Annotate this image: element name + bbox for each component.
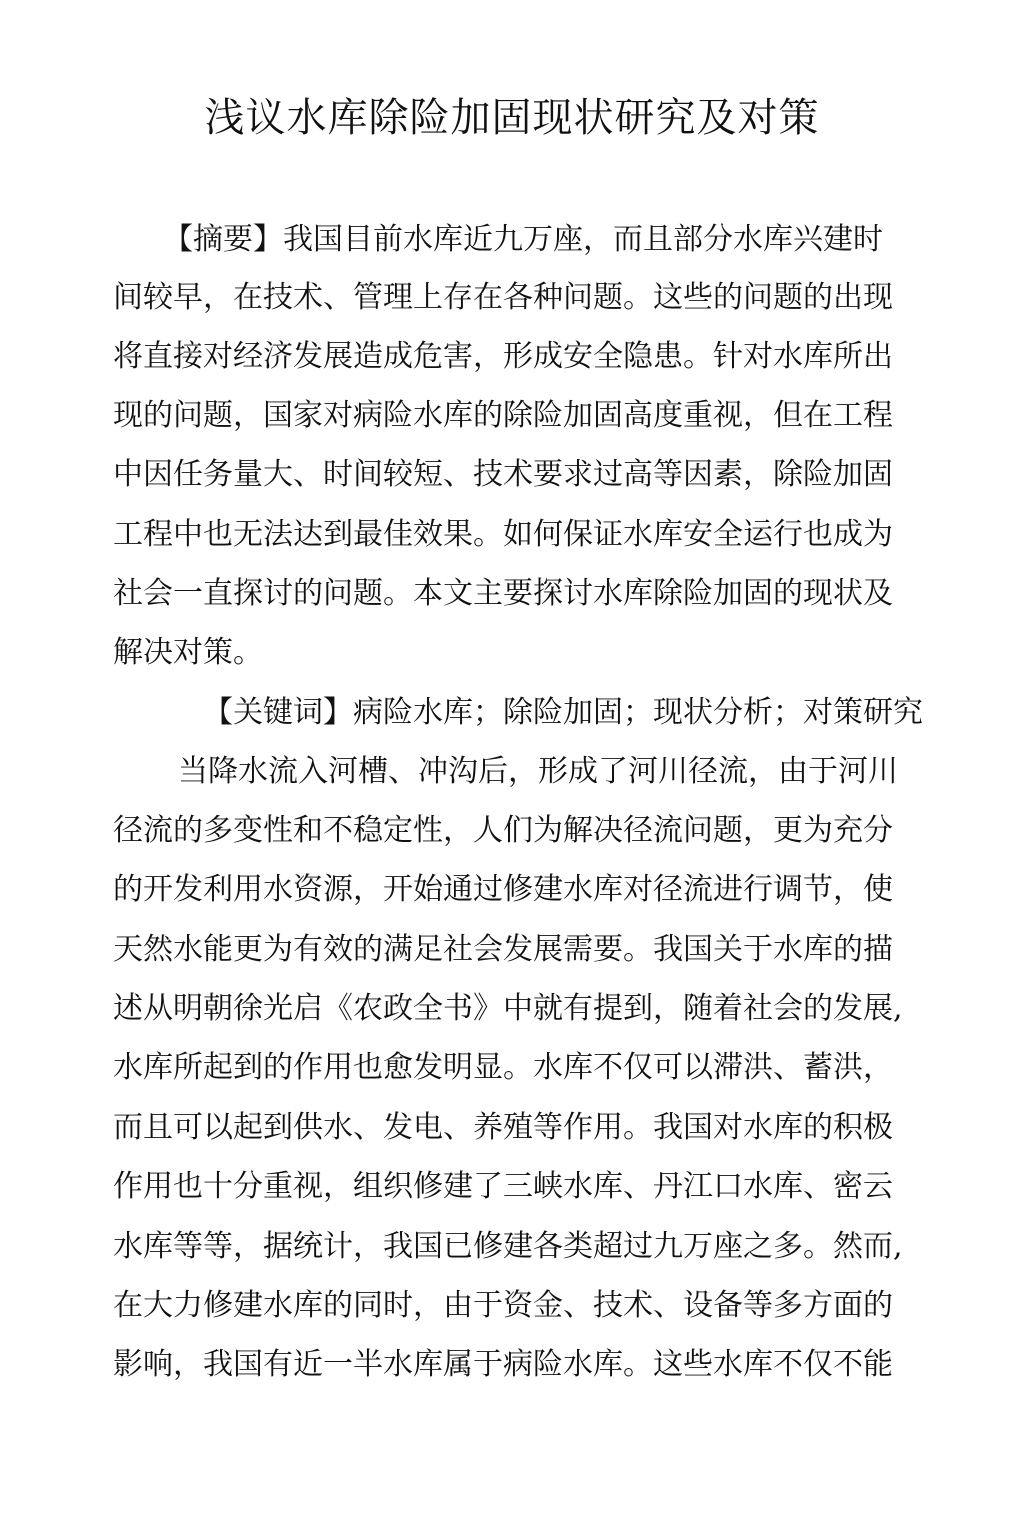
- body-line-3: 的开发利用水资源，开始通过修建水库对径流进行调节，使: [113, 872, 893, 907]
- abstract-line-7: 社会一直探讨的问题。本文主要探讨水库除险加固的现状及: [113, 576, 893, 611]
- abstract-line-3: 将直接对经济发展造成危害，形成安全隐患。针对水库所出: [113, 339, 893, 374]
- body-line-5: 述从明朝徐光启《农政全书》中就有提到，随着社会的发展,: [113, 991, 903, 1026]
- body-line-7: 而且可以起到供水、发电、养殖等作用。我国对水库的积极: [113, 1110, 893, 1145]
- body-line-11: 影响，我国有近一半水库属于病险水库。这些水库不仅不能: [113, 1347, 893, 1382]
- keywords-line: 【关键词】病险水库；除险加固；现状分析；对策研究: [203, 695, 923, 730]
- body-line-1: 当降水流入河槽、冲沟后，形成了河川径流，由于河川: [178, 754, 898, 789]
- abstract-line-4: 现的问题，国家对病险水库的除险加固高度重视，但在工程: [113, 398, 893, 433]
- body-line-2: 径流的多变性和不稳定性，人们为解决径流问题，更为充分: [113, 813, 893, 848]
- body-line-8: 作用也十分重视，组织修建了三峡水库、丹江口水库、密云: [113, 1169, 893, 1204]
- abstract-line-8: 解决对策。: [113, 635, 263, 670]
- body-line-9: 水库等等，据统计，我国已修建各类超过九万座之多。然而,: [113, 1229, 903, 1264]
- body-line-6: 水库所起到的作用也愈发明显。水库不仅可以滞洪、蓄洪，: [113, 1050, 893, 1085]
- abstract-line-5: 中因任务量大、时间较短、技术要求过高等因素，除险加固: [113, 457, 893, 492]
- abstract-line-2: 间较早，在技术、管理上存在各种问题。这些的问题的出现: [113, 280, 893, 315]
- document-title: 浅议水库除险加固现状研究及对策: [204, 95, 820, 141]
- body-line-10: 在大力修建水库的同时，由于资金、技术、设备等多方面的: [113, 1288, 893, 1323]
- abstract-line-1: 【摘要】我国目前水库近九万座，而且部分水库兴建时: [163, 222, 883, 257]
- abstract-line-6: 工程中也无法达到最佳效果。如何保证水库安全运行也成为: [113, 517, 893, 552]
- body-line-4: 天然水能更为有效的满足社会发展需要。我国关于水库的描: [113, 932, 893, 967]
